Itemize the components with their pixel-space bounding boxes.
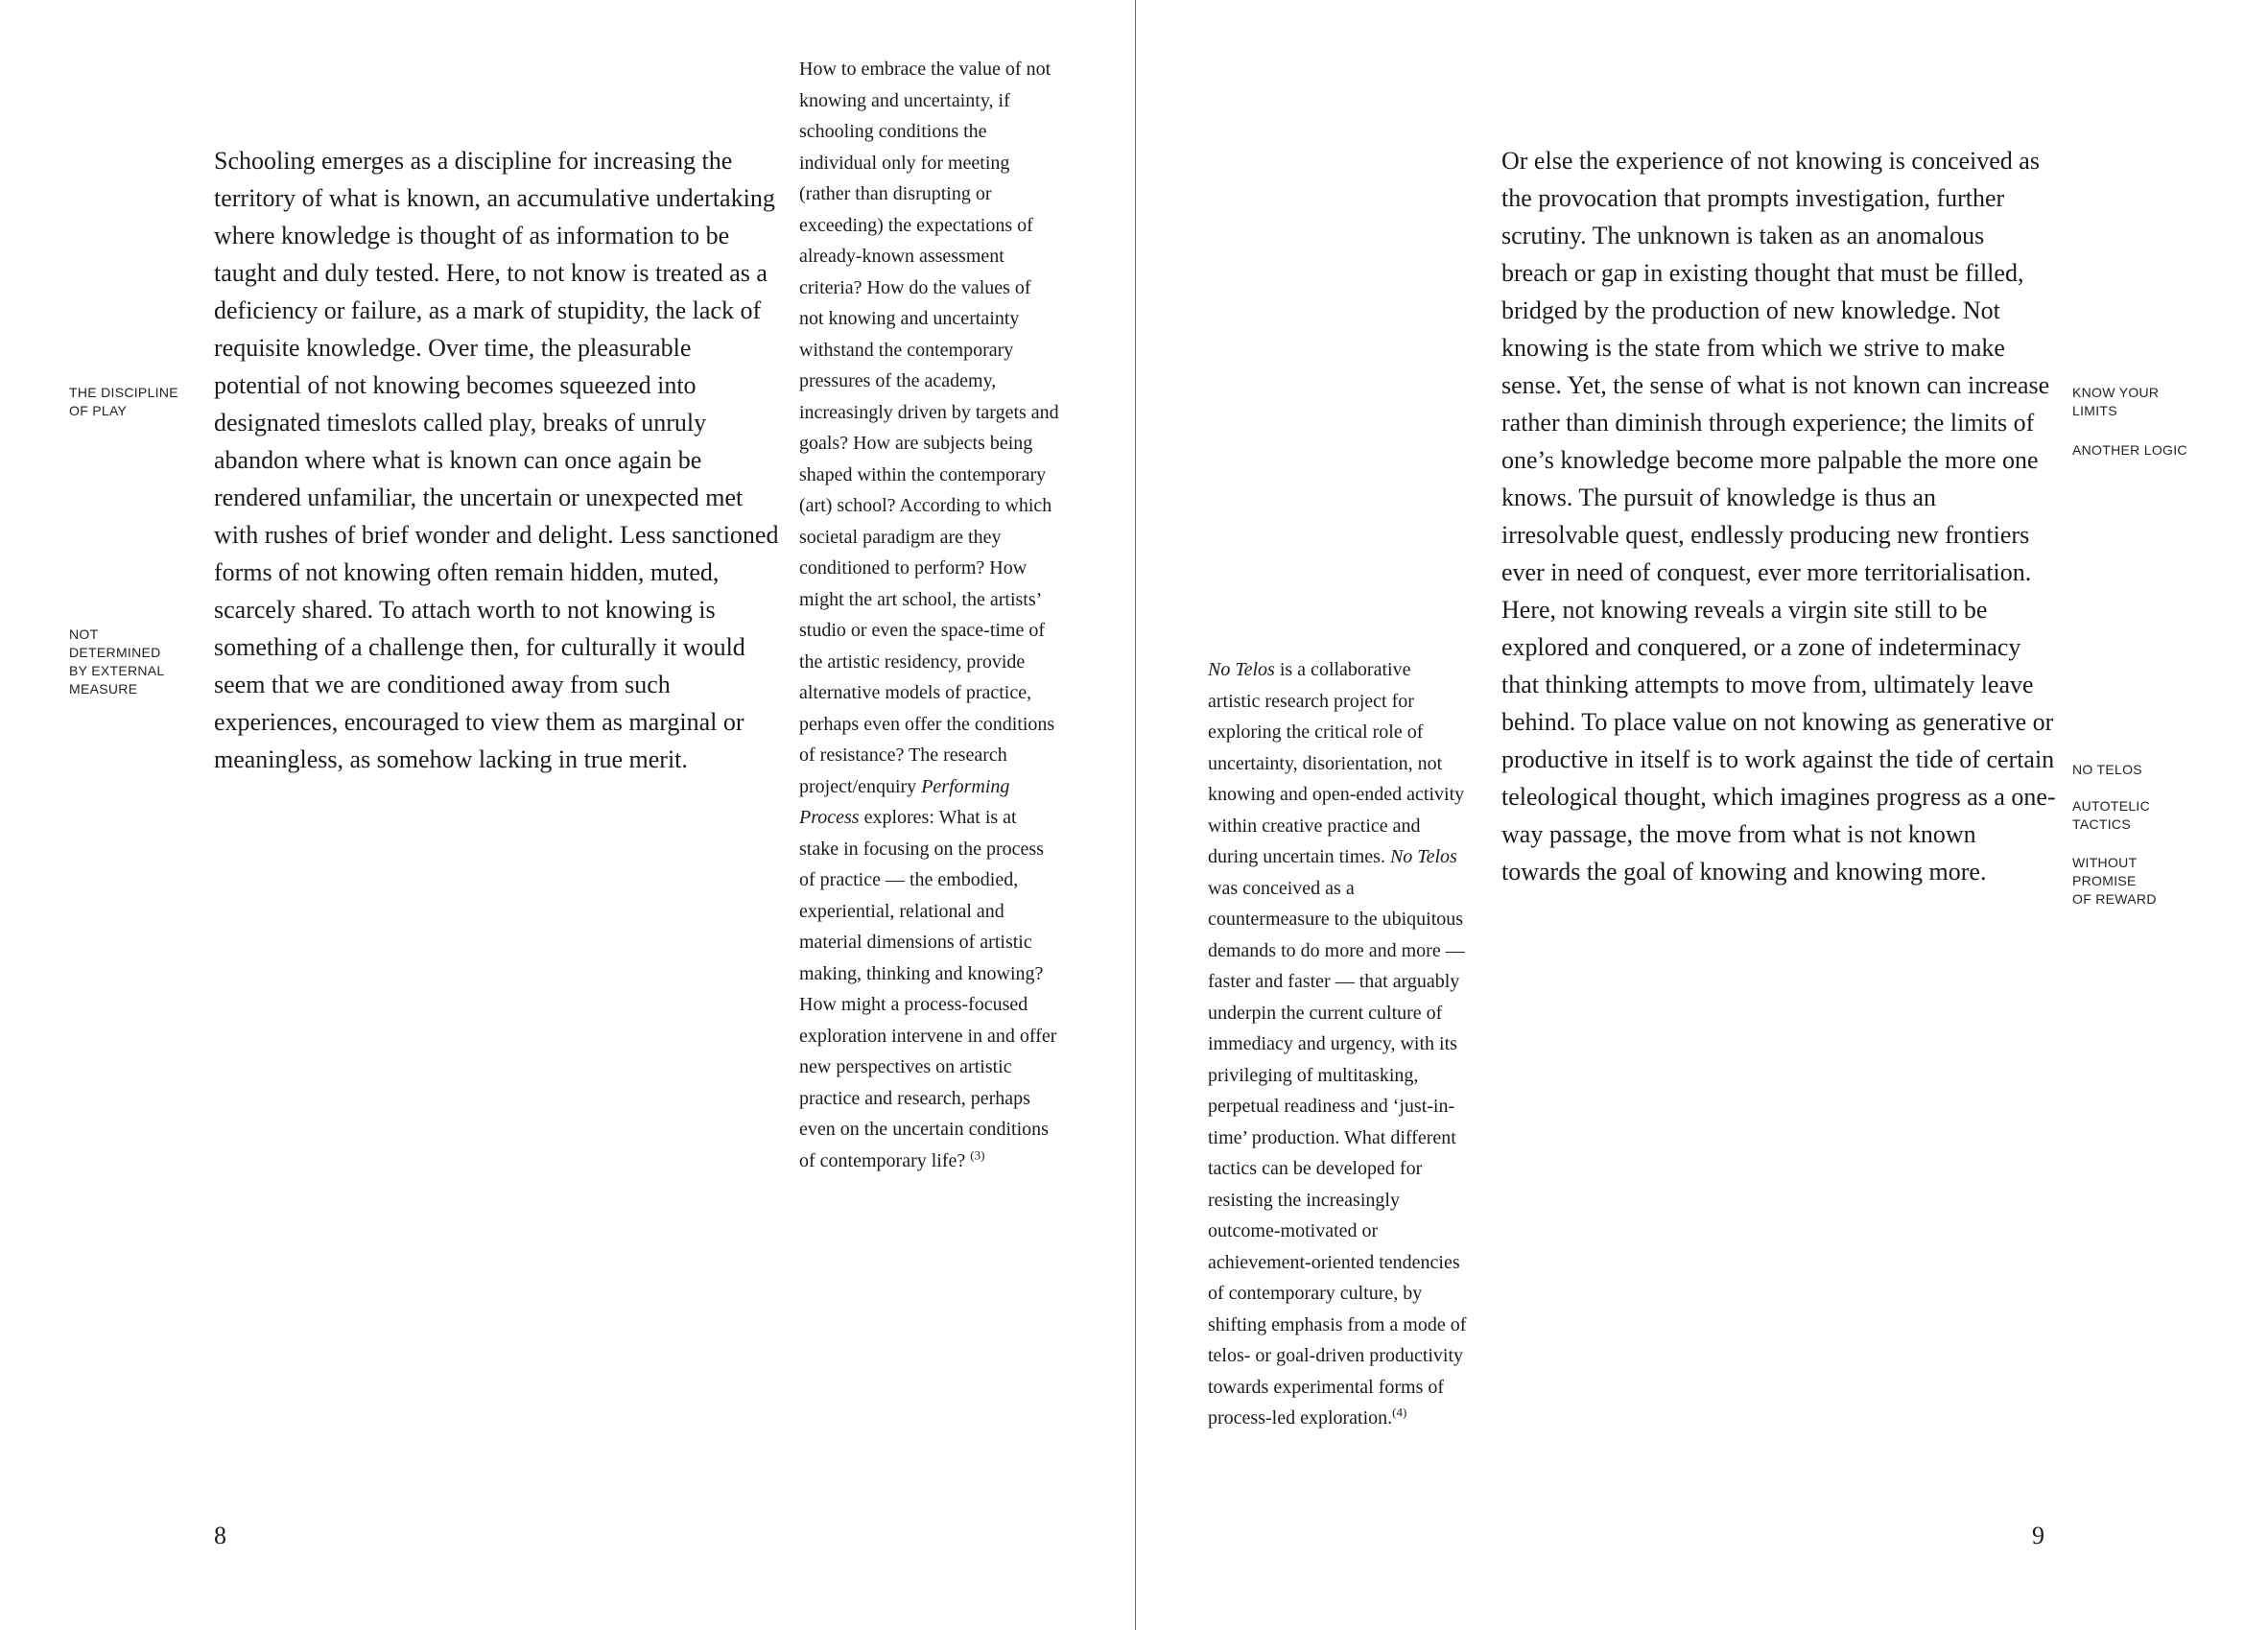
right-page-notes-column bbox=[1208, 654, 1467, 1434]
margin-note-discipline-of-play: THE DISCIPLINE OF PLAY bbox=[69, 385, 178, 418]
notes-column-text-post: explores: What is at stake in focusing on the process of practice — the embodied, experiential, relational and material dimensions of artistic making, thinking and knowing? How might a process-focused exploration intervene in and offer new perspectives on artistic practice and research, perhaps even on the uncertain conditions of contemporary life? bbox=[799, 807, 1057, 1171]
no-telos-italic-2: No Telos bbox=[1389, 846, 1457, 867]
margin-note-autotelic-tactics: AUTOTELIC TACTICS bbox=[2072, 798, 2151, 832]
no-telos-italic-1: No Telos bbox=[1208, 659, 1275, 680]
notes-column-text-pre: How to embrace the value of not knowing and uncertainty, if schooling conditions the individual only for meeting (rather than disrupting or exceeding) the expectations of already-known assessment criteria? How do the values of not knowing and uncertainty withstand the contemporary pressures of the academy, increasingly driven by targets and goals? How are subjects being shaped within the contemporary (art) school? According to which societal paradigm are they conditioned to perform? How might the art school, the artists’ studio or even the space-time of the artistic residency, provide alternative models of practice, perhaps even offer the conditions of resistance? The research project/enquiry bbox=[799, 59, 1059, 797]
page-number-right: 9 bbox=[2032, 1522, 2044, 1549]
no-telos-text-1: is a collaborative artistic research project for exploring the critical role of uncertainty, disorientation, not knowing and open-ended activity within creative practice and during uncertain times. bbox=[1208, 659, 1465, 867]
notes-column-italic-title: Performing Process bbox=[799, 775, 1010, 828]
margin-note-another-logic: ANOTHER LOGIC bbox=[2072, 442, 2187, 458]
margin-note-not-determined: NOT DETERMINED BY EXTERNAL MEASURE bbox=[69, 626, 165, 697]
no-telos-text-2: was conceived as a countermeasure to the ubiquitous demands to do more and more — faster and faster — that arguably underpin the current culture of immediacy and urgency, with its privileging of multitasking, perpetual readiness and ‘just-in-time’ production. What different tactics can be developed for resisting the increasingly outcome-motivated or achievement-oriented tendencies of contemporary culture, by shifting emphasis from a mode of telos- or goal-driven productivity towards experimental forms of process-led exploration. bbox=[1208, 877, 1467, 1429]
footnote-reference-3: (3) bbox=[970, 1146, 985, 1162]
page-number-left: 8 bbox=[214, 1522, 226, 1549]
right-page-body-text: Or else the experience of not knowing is conceived as the provocation that prompts investigation, further scrutiny. The unknown is taken as an anomalous breach or gap in existing thought that must be filled, bridged by the production of new knowledge. Not knowing is the state from which we strive to make sense. Yet, the sense of what is not known can increase rather than diminish through experience; the limits of one’s knowledge become more palpable the more one knows. The pursuit of knowledge is thus an irresolvable quest, endlessly producing new frontiers ever in need of conquest, ever more territorialisation. Here, not knowing reveals a virgin site still to be explored and conquered, or a zone of indeterminacy that thinking attempts to move from, ultimately leave behind. To place value on not knowing as generative or productive in itself is to work against the tide of certain teleological thought, which imagines progress as a one-way passage, the move from what is not known towards the goal of knowing and knowing more. bbox=[1501, 147, 2056, 886]
margin-note-know-your-limits: KNOW YOUR LIMITS bbox=[2072, 385, 2160, 418]
margin-note-without-promise: WITHOUT PROMISE OF REWARD bbox=[2072, 855, 2157, 907]
margin-note-no-telos: NO TELOS bbox=[2072, 762, 2142, 777]
footnote-reference-4: (4) bbox=[1392, 1405, 1407, 1420]
left-page-notes-column bbox=[799, 54, 1060, 1176]
left-page-body-text: Schooling emerges as a discipline for increasing the territory of what is known, an accumulative undertaking where knowledge is thought of as information to be taught and duly tested. Here, to not know is treated as a deficiency or failure, as a mark of stupidity, the lack of requisite knowledge. Over time, the pleasurable potential of not knowing becomes squeezed into designated timeslots called play, breaks of unruly abandon where what is known can once again be rendered unfamiliar, the uncertain or unexpected met with rushes of brief wonder and delight. Less sanctioned forms of not knowing often remain hidden, muted, scarcely shared. To attach worth to not knowing is something of a challenge then, for culturally it would seem that we are conditioned away from such experiences, encouraged to view them as marginal or meaningless, as somehow lacking in true merit. bbox=[214, 147, 779, 773]
page-divider-rule bbox=[1135, 0, 1136, 1630]
